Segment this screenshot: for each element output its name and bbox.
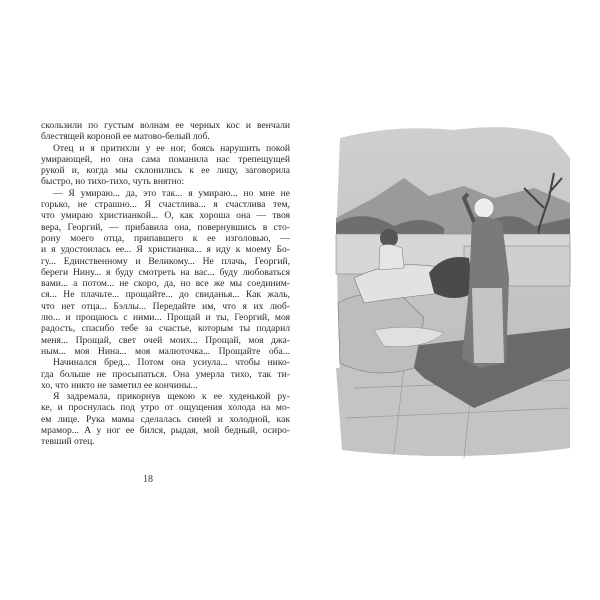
text-line: ке, и проснулась под утро от ощущения холода на мо-	[41, 402, 290, 414]
text-line: Начинался бред... Потом она уснула... чтобы нико-	[53, 357, 290, 369]
left-page-text	[41, 120, 290, 448]
text-line: гу... Единственному и Великому... Не плачь, Георгий,	[41, 255, 290, 267]
text-line: радость, спасибо тебе за счастье, которым ты подарил	[41, 323, 290, 335]
text-line: что умираю христианкой... О, как хороша она — твоя	[41, 210, 290, 222]
text-line: гда больше не просыпаться. Она умерла тихо, так ти-	[41, 368, 290, 380]
text-line: рукой и, когда мы склонились к ее лицу, заговорила	[41, 165, 290, 177]
text-line: и я удостоилась ее... Я христианка... я иду к моему Бо-	[41, 244, 290, 256]
text-line: Я задремала, прикорнув щекою к ее худенькой ру-	[53, 391, 290, 403]
text-line: Отец и я притихли у ее ног, боясь нарушить покой	[53, 142, 290, 154]
text-line: блестящей короной ее матово-белый лоб.	[41, 131, 210, 143]
text-line: вами... а потом... не скоро, да, но все же мы соединим-	[41, 278, 290, 290]
text-line: умирающей, но она сама поманила нас трепещущей	[41, 153, 290, 165]
child	[379, 244, 404, 270]
text-line: лю... и прощаюсь с ними... Прощай и ты, Георгий, моя	[41, 312, 290, 324]
text-line: что нет отца... Бэллы... Передайте им, что я их люб-	[41, 300, 290, 312]
text-line: мрамор... А у ног ее бился, рыдая, мой бедный, осиро-	[41, 425, 290, 437]
text-line: хо, что никто не заметил ее кончины...	[41, 379, 198, 391]
text-line: ся... Не плачьте... прощайте... до свиданья... Как жаль,	[41, 289, 290, 301]
text-line: тевший отец.	[41, 436, 95, 448]
text-line: меня... Прощай, свет очей моих... Прощай, моя джа-	[41, 334, 290, 346]
text-line: быстро, но тихо-тихо, чуть внятно:	[41, 176, 185, 188]
text-line: рону моего отца, припавшего к ее изголовью, —	[41, 232, 290, 244]
text-line: горько, не страшно... Я счастлива... я счастлива тем,	[41, 199, 290, 211]
illustration	[334, 118, 572, 468]
page-number: 18	[143, 474, 153, 485]
text-line: ным... моя Нина... моя малюточка... Прощайте оба...	[41, 345, 290, 357]
old-man-head	[474, 198, 494, 218]
text-line: береги Нину... я буду смотреть на вас... буду любоваться	[41, 266, 290, 278]
text-line: скользили по густым волнам ее черных кос и венчали	[41, 120, 290, 131]
text-line: ем лице. Рука мамы сделалась синей и холодной, как	[41, 413, 290, 425]
text-line: вера, Георгий, — прибавила она, повернувшись в сто-	[41, 221, 290, 233]
text-line: — Я умираю... да, это так... я умираю... но мне не	[53, 187, 290, 199]
